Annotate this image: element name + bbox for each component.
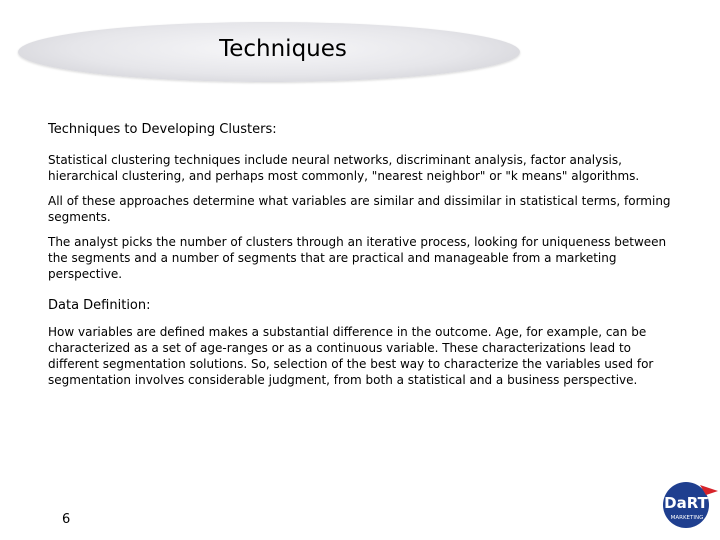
paragraph-analyst: The analyst picks the number of clusters through an iterative process, looking for uniqueness between the segments and a number of segments that are practical and manageable from a marketing perspective.: [48, 235, 667, 281]
logo-text: DaRT: [664, 494, 708, 512]
slide-body: [48, 122, 678, 397]
paragraph-clustering-techniques: Statistical clustering techniques include neural networks, discriminant analysis, factor analysis, hierarchical clustering, and perhaps most commonly, "nearest neighbor" or "k means" algorithms.: [48, 153, 640, 183]
slide-title: Techniques: [219, 36, 347, 62]
paragraph-data-definition: How variables are defined makes a substantial difference in the outcome. Age, for example, can be characterized as a set of age-ranges or as a continuous variable. These characterizations lead to different segmentation solutions. So, selection of the best way to characterize the variables used for segmentation involves considerable judgment, from both a statistical and a business perspective.: [48, 325, 654, 387]
dart-marketing-logo: [656, 481, 720, 529]
logo-subtext: MARKETING: [670, 515, 704, 521]
section-heading-clusters: Techniques to Developing Clusters:: [48, 122, 277, 137]
paragraph-approaches: All of these approaches determine what variables are similar and dissimilar in statistical terms, forming segments.: [48, 194, 671, 224]
section-heading-data-definition: Data Definition:: [48, 298, 151, 313]
page-number: 6: [62, 512, 71, 527]
